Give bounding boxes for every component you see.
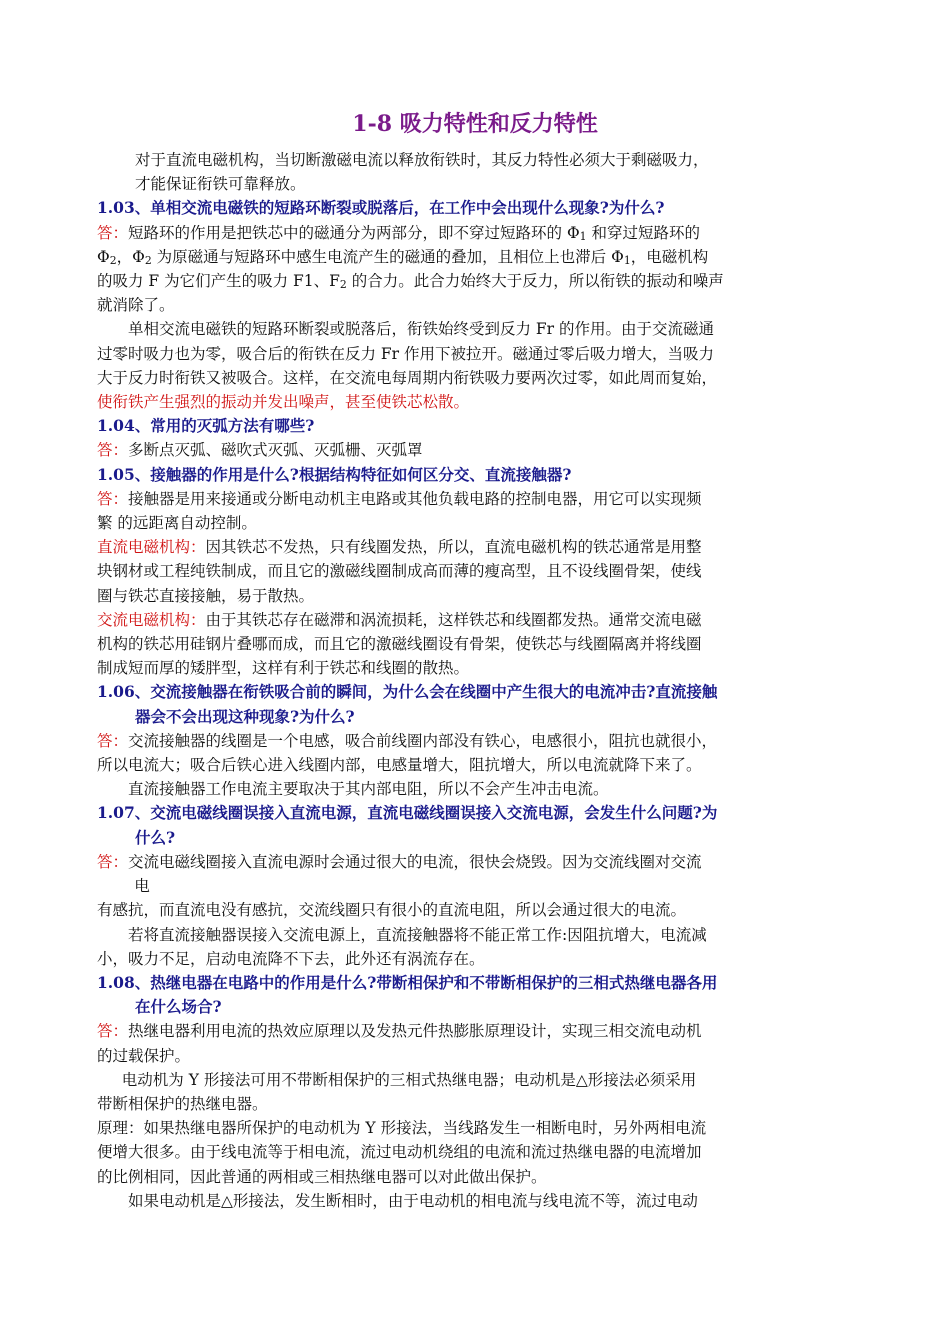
question-1-05: 1.05、接触器的作用是什么?根据结构特征如何区分交、直流接触器?	[97, 464, 572, 484]
answer-label: 答：	[97, 441, 129, 460]
dc-mechanism-label: 直流电磁机构：	[97, 538, 206, 557]
answer-label: 答：	[97, 223, 129, 242]
question-1-03: 1.03、单相交流电磁铁的短路环断裂或脱落后，在工作中会出现什么现象?为什么?	[97, 198, 665, 218]
answer-1-06-line-1: 答：交流接触器的线圈是一个电感，吸合前线圈内部没有铁心，电感很小，阻抗也就很小，	[97, 731, 718, 750]
answer-1-07-line-3: 若将直流接触器误接入交流电源上，直流接触器将不能正常工作:因阻抗增大，电流减	[128, 925, 707, 944]
answer-1-05-line-2: 繁 的远距离自动控制。	[97, 514, 257, 533]
question-1-07-line-1: 1.07、交流电磁线圈误接入直流电源，直流电磁线圈误接入交流电源，会发生什么问题?为	[97, 803, 718, 823]
principle-line-3: 的比例相同，因此普通的两相或三相热继电器可以对此做出保护。	[97, 1167, 547, 1186]
paragraph-1-03-line-4: 使衔铁产生强烈的振动并发出噪声，甚至使铁芯松散。	[97, 393, 470, 412]
answer-1-03-line-4: 就消除了。	[97, 296, 175, 315]
answer-1-06-line-2: 所以电流大；吸合后铁心进入线圈内部，电感量增大，阻抗增大，所以电流就降下来了。	[97, 756, 702, 775]
question-1-08-line-1: 1.08、热继电器在电路中的作用是什么?带断相保护和不带断相保护的三相式热继电器各用	[97, 972, 718, 992]
ac-mechanism-line-3: 制成短而厚的矮胖型，这样有利于铁芯和线圈的散热。	[97, 659, 470, 678]
answer-1-06-line-3: 直流接触器工作电流主要取决于其内部电阻，所以不会产生冲击电流。	[128, 780, 609, 799]
question-1-08-line-2: 在什么场合?	[134, 997, 222, 1017]
answer-label: 答：	[97, 1022, 129, 1041]
intro-line-2: 才能保证衔铁可靠释放。	[135, 175, 306, 194]
answer-1-08-line-3: 电动机为 Y 形接法可用不带断相保护的三相式热继电器；电动机是△形接法必须采用	[121, 1070, 697, 1089]
answer-1-05-line-1: 答：接触器是用来接通或分断电动机主电路或其他负载电路的控制电器，用它可以实现频	[97, 489, 702, 508]
answer-1-07-line-1: 答：交流电磁线圈接入直流电源时会通过很大的电流，很快会烧毁。因为交流线圈对交流	[97, 852, 702, 871]
answer-label: 答：	[97, 731, 129, 750]
question-1-06-line-1: 1.06、交流接触器在衔铁吸合前的瞬间，为什么会在线圈中产生很大的电流冲击?直流接触	[97, 682, 718, 702]
ac-mechanism-line-1: 交流电磁机构：由于其铁芯存在磁滞和涡流损耗，这样铁芯和线圈都发热。通常交流电磁	[97, 610, 702, 629]
principle-line-1: 原理：如果热继电器所保护的电动机为 Y 形接法，当线路发生一相断电时，另外两相电流	[97, 1119, 707, 1138]
dc-mechanism-line-2: 块钢材或工程纯铁制成，而且它的激磁线圈制成高而薄的瘦高型，且不设线圈骨架，使线	[97, 562, 702, 581]
question-1-06-line-2: 器会不会出现这种现象?为什么?	[134, 706, 355, 726]
answer-1-03-line-3: 的吸力 F 为它们产生的吸力 F1、$F_2$ 的合力。此合力始终大于反力，所以衔铁的振动和噪声	[97, 272, 724, 292]
answer-1-03-line-2: $\Phi_2$，$\Phi_2$ 为原磁通与短路环中感生电流产生的磁通的叠加，且相位上也滞后 $\Phi_1$，电磁机构	[97, 247, 709, 267]
paragraph-1-03-line-1: 单相交流电磁铁的短路环断裂或脱落后，衔铁始终受到反力 Fr 的作用。由于交流磁通	[128, 320, 715, 339]
answer-1-08-line-4: 带断相保护的热继电器。	[97, 1094, 268, 1113]
intro-line-1: 对于直流电磁机构，当切断激磁电流以释放衔铁时，其反力特性必须大于剩磁吸力，	[135, 151, 709, 169]
question-1-04: 1.04、常用的灭弧方法有哪些?	[97, 416, 315, 436]
dc-mechanism-line-3: 圈与铁芯直接接触，易于散热。	[97, 586, 315, 605]
answer-1-04: 答：多断点灭弧、磁吹式灭弧、灭弧栅、灭弧罩	[97, 441, 423, 460]
ac-mechanism-line-2: 机构的铁芯用硅钢片叠哪而成，而且它的激磁线圈设有骨架，使铁芯与线圈隔离并将线圈	[97, 635, 702, 654]
paragraph-1-03-line-2: 过零时吸力也为零，吸合后的衔铁在反力 Fr 作用下被拉开。磁通过零后吸力增大，当吸力	[97, 344, 715, 363]
answer-1-08-line-1: 答：热继电器利用电流的热效应原理以及发热元件热膨胀原理设计，实现三相交流电动机	[97, 1022, 702, 1041]
page-title: 1-8 吸力特性和反力特性	[352, 111, 598, 137]
answer-1-08-line-2: 的过载保护。	[97, 1046, 191, 1065]
question-1-07-line-2: 什么?	[134, 827, 176, 847]
paragraph-1-03-line-3: 大于反力时衔铁又被吸合。这样，在交流电每周期内衔铁吸力要两次过零，如此周而复始，	[97, 368, 718, 387]
document-body	[97, 148, 857, 1213]
answer-1-07-line-2: 有感抗，而直流电没有感抗，交流线圈只有很小的直流电阻，所以会通过很大的电流。	[97, 901, 687, 920]
answer-label: 答：	[97, 489, 129, 508]
principle-line-4: 如果电动机是△形接法，发生断相时，由于电动机的相电流与线电流不等，流过电动	[128, 1191, 698, 1210]
answer-1-07-line-4: 小，吸力不足，启动电流降不下去，此外还有涡流存在。	[97, 949, 485, 968]
answer-label: 答：	[97, 852, 129, 871]
dc-mechanism-line-1: 直流电磁机构：因其铁芯不发热，只有线圈发热，所以，直流电磁机构的铁芯通常是用整	[97, 538, 702, 557]
ac-mechanism-label: 交流电磁机构：	[97, 610, 206, 629]
principle-line-2: 便增大很多。由于线电流等于相电流，流过电动机绕组的电流和流过热继电器的电流增加	[97, 1143, 702, 1162]
answer-1-07-line-1b: 电	[134, 877, 150, 896]
answer-1-03-line-1: 答：短路环的作用是把铁芯中的磁通分为两部分，即不穿过短路环的 $\Phi_1$ 和穿过短路环的	[97, 223, 700, 243]
